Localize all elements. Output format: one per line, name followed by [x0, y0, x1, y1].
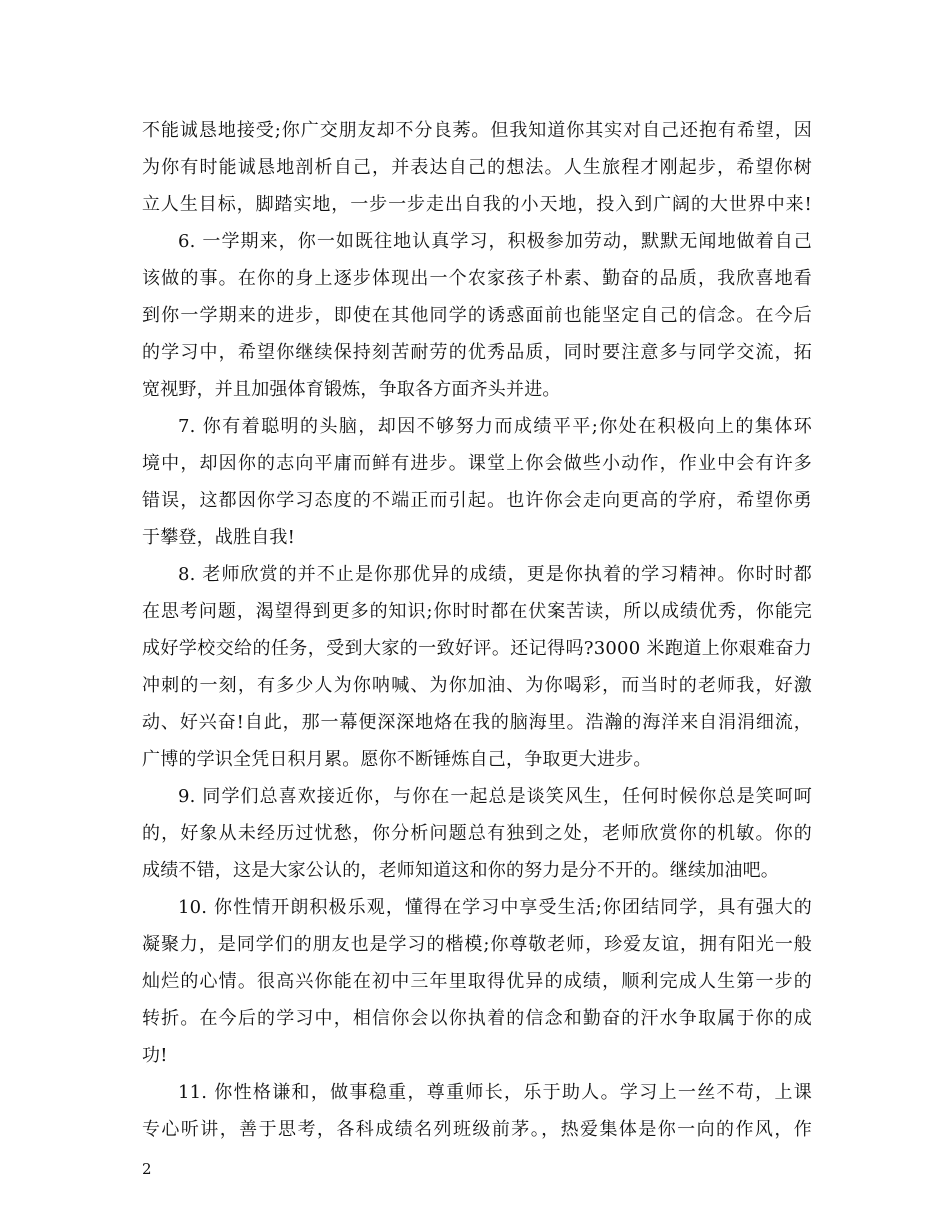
paragraph-11-start: 11. 你性格谦和，做事稳重，尊重师长，乐于助人。学习上一丝不苟，上课 [178, 1082, 812, 1103]
paragraph-9-start: 9. 同学们总喜欢接近你，与你在一起总是谈笑风生，任何时候你总是笑呵呵 [178, 786, 812, 807]
text-line: 的学习中，希望你继续保持刻苦耐劳的优秀品质，同时要注意多与同学交流，拓 [142, 342, 812, 363]
paragraph-10-start: 10. 你性情开朗积极乐观，懂得在学习中享受生活;你团结同学，具有强大的 [178, 897, 812, 918]
text-line: 的，好象从未经历过忧愁，你分析问题总有独到之处，老师欣赏你的机敏。你的 [142, 823, 812, 844]
text-line: 灿烂的心情。很高兴你能在初中三年里取得优异的成绩，顺利完成人生第一步的 [142, 971, 812, 992]
text-line: 成好学校交给的任务，受到大家的一致好评。还记得吗?3000 米跑道上你艰难奋力 [142, 638, 812, 659]
text-line: 转折。在今后的学习中，相信你会以你执着的信念和勤奋的汗水争取属于你的成 [142, 1008, 812, 1029]
text-line: 到你一学期来的进步，即使在其他同学的诱惑面前也能坚定自己的信念。在今后 [142, 305, 812, 326]
text-line: 功! [142, 1045, 168, 1066]
text-line: 凝聚力，是同学们的朋友也是学习的楷模;你尊敬老师，珍爱友谊，拥有阳光一般 [142, 934, 812, 955]
text-line: 专心听讲，善于思考，各科成绩名列班级前茅。，热爱集体是你一向的作风，作 [142, 1119, 812, 1140]
text-line: 成绩不错，这是大家公认的，老师知道这和你的努力是分不开的。继续加油吧。 [142, 860, 779, 881]
page-number: 2 [142, 1160, 152, 1178]
paragraph-7-start: 7. 你有着聪明的头脑，却因不够努力而成绩平平;你处在积极向上的集体环 [178, 416, 812, 437]
paragraph-6-start: 6. 一学期来，你一如既往地认真学习，积极参加劳动，默默无闻地做着自己 [178, 231, 812, 252]
text-line: 于攀登，战胜自我! [142, 527, 296, 548]
text-line: 不能诚恳地接受;你广交朋友却不分良莠。但我知道你其实对自己还抱有希望，因 [142, 120, 812, 141]
text-line: 立人生目标，脚踏实地，一步一步走出自我的小天地，投入到广阔的大世界中来! [142, 194, 812, 215]
text-line: 冲刺的一刻，有多少人为你呐喊、为你加油、为你喝彩，而当时的老师我，好激 [142, 675, 812, 696]
text-line: 宽视野，并且加强体育锻炼，争取各方面齐头并进。 [142, 379, 561, 400]
text-line: 错误，这都因你学习态度的不端正而引起。也许你会走向更高的学府，希望你勇 [142, 490, 812, 511]
text-line: 境中，却因你的志向平庸而鲜有进步。课堂上你会做些小动作，作业中会有许多 [142, 453, 812, 474]
text-line: 在思考问题，渴望得到更多的知识;你时时都在伏案苦读，所以成绩优秀，你能完 [142, 601, 812, 622]
text-line: 广博的学识全凭日积月累。愿你不断锤炼自己，争取更大进步。 [142, 749, 652, 770]
paragraph-8-start: 8. 老师欣赏的并不止是你那优异的成绩，更是你执着的学习精神。你时时都 [178, 564, 812, 585]
text-line: 动、好兴奋!自此，那一幕便深深地烙在我的脑海里。浩瀚的海洋来自涓涓细流， [142, 712, 812, 733]
text-line: 该做的事。在你的身上逐步体现出一个农家孩子朴素、勤奋的品质，我欣喜地看 [142, 268, 812, 289]
text-line: 为你有时能诚恳地剖析自己，并表达自己的想法。人生旅程才刚起步，希望你树 [142, 157, 812, 178]
